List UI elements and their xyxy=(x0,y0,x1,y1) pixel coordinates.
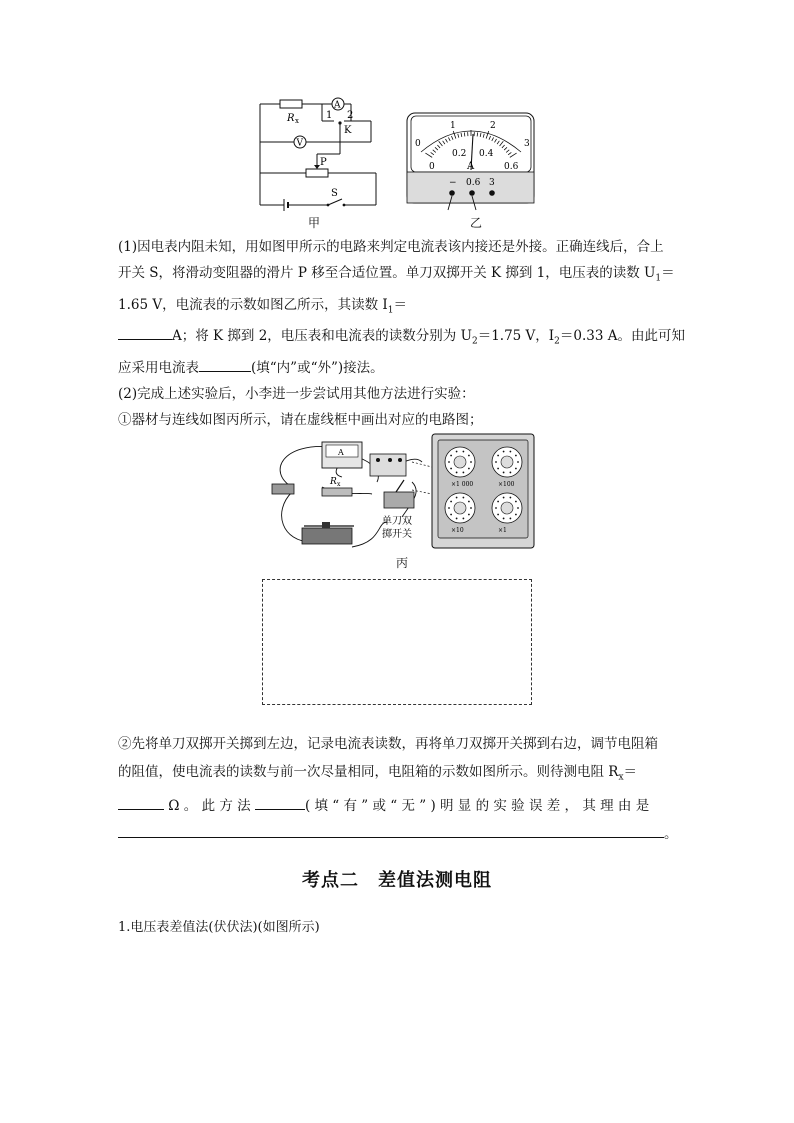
circuit-drawing-box[interactable] xyxy=(262,579,532,705)
q2-line-4 xyxy=(118,758,678,792)
dial-mark xyxy=(503,451,505,453)
q1-l3-sub: 1 xyxy=(387,305,394,316)
answer-blank-i1[interactable] xyxy=(118,325,172,340)
scale-top-2: 2 xyxy=(490,121,496,131)
terminal-06 xyxy=(469,190,475,196)
dial-mark xyxy=(495,507,497,509)
answer-blank-error[interactable] xyxy=(255,795,305,810)
dial-mark xyxy=(462,518,464,520)
item-1-heading: 1.电压表差值法(伏伏法)(如图所示) xyxy=(118,920,320,935)
q2-line-5 xyxy=(118,792,678,820)
q1-l4-c: ＝0.33 A。由此可知 xyxy=(559,328,685,345)
q2-line-1: (2)完成上述实验后，小李进一步尝试用其他方法进行实验： xyxy=(118,386,475,403)
q2-l6-end: 。 xyxy=(664,825,678,842)
q1-l2-sub: 1 xyxy=(655,273,662,284)
q2-l4-end: ＝ xyxy=(623,764,638,780)
contact-1-label: 1 xyxy=(326,110,333,121)
figure-bing-apparatus xyxy=(262,432,538,560)
rx-subscript-bing: x xyxy=(337,481,341,488)
scale-bottom-0: 0 xyxy=(429,162,435,172)
dial-mark xyxy=(509,472,511,474)
q2-l5-a: Ω 。 此 方 法 xyxy=(168,797,251,814)
terminal-06-label: 0.6 xyxy=(466,178,481,188)
q2-line-6 xyxy=(118,820,678,848)
dial-mark xyxy=(470,507,472,509)
dial-mark xyxy=(503,518,505,520)
slider-p-label: P xyxy=(320,157,327,168)
dial-mark xyxy=(509,518,511,520)
q1-line-4 xyxy=(118,323,685,355)
spdt-label-1: 单刀双 xyxy=(382,516,412,527)
resistor-rx xyxy=(322,488,352,496)
dial-mark xyxy=(456,518,458,520)
scale-bottom-3: 0.6 xyxy=(504,162,519,172)
dial-mark xyxy=(462,472,464,474)
dial-mark xyxy=(456,497,458,499)
q2-l4-sub: x xyxy=(618,772,624,783)
q1-line-3 xyxy=(118,292,678,324)
terminal-minus-label: − xyxy=(449,178,457,188)
scale-top-1: 1 xyxy=(450,121,456,131)
dial-mark xyxy=(470,461,472,463)
dial-mark xyxy=(468,455,470,457)
q1-line-5 xyxy=(118,355,678,381)
spdt-label-2: 掷开关 xyxy=(382,529,412,540)
dial-multiplier-label: ×1 000 xyxy=(451,481,474,488)
q1-line-2 xyxy=(118,260,678,292)
dial-multiplier-label: ×1 xyxy=(498,527,507,534)
q1-l4-b: ＝1.75 V，I xyxy=(477,328,555,345)
q1-l2-end: ＝ xyxy=(661,265,675,281)
question-2-part-2 xyxy=(118,730,678,848)
dial-mark xyxy=(515,501,517,503)
scale-top-0: 0 xyxy=(415,139,421,149)
q1-l4-sub2: 2 xyxy=(554,337,560,348)
svg-text:A: A xyxy=(338,448,344,457)
q2-l4-a: 的阻值，使电流表的读数与前一次尽量相同，电阻箱的示数如图所示。则待测电阻 R xyxy=(118,764,619,780)
dial-mark xyxy=(456,451,458,453)
q1-l4-sub1: 2 xyxy=(471,337,478,348)
dial-mark xyxy=(448,507,450,509)
scale-tick xyxy=(464,132,465,136)
battery-box xyxy=(370,454,406,476)
dial-mark xyxy=(517,507,519,509)
dial-mark xyxy=(462,497,464,499)
dial-mark xyxy=(509,497,511,499)
scale-bottom-2: 0.4 xyxy=(479,149,494,159)
switch-s-label: S xyxy=(331,188,338,199)
dial-mark xyxy=(515,514,517,516)
figure-yi-ammeter xyxy=(406,112,536,218)
question-1 xyxy=(118,234,685,433)
unit-label: A xyxy=(467,161,475,172)
dial-mark xyxy=(497,455,499,457)
scale-bottom-1: 0.2 xyxy=(452,149,467,159)
dial-knob xyxy=(501,456,513,468)
rheostat xyxy=(302,528,352,544)
dial-mark xyxy=(515,468,517,470)
dial-mark xyxy=(497,514,499,516)
answer-blank-connection[interactable] xyxy=(199,357,251,372)
spdt-switch xyxy=(384,492,414,508)
scale-top-3: 3 xyxy=(524,139,530,149)
dial-mark xyxy=(450,501,452,503)
dial-knob xyxy=(454,502,466,514)
dial-multiplier-label: ×100 xyxy=(498,481,515,488)
dial-multiplier-label: ×10 xyxy=(451,527,464,534)
q2-l5-b: ( 填 “ 有 ” 或 “ 无 ” ) 明 显 的 实 验 误 差 ， 其 理 由 是 xyxy=(304,797,650,814)
q2-line-3: ②先将单刀双掷开关掷到左边，记录电流表读数，再将单刀双掷开关掷到右边，调节电阻箱 xyxy=(118,736,658,752)
dial-mark xyxy=(448,461,450,463)
q1-l3-text: 1.65 V，电流表的示数如图乙所示，其读数 I xyxy=(118,296,388,313)
section-title: 考点二 差值法测电阻 xyxy=(302,870,492,891)
dial-mark xyxy=(497,501,499,503)
ammeter-symbol-label: A xyxy=(334,100,341,111)
dial-mark xyxy=(462,451,464,453)
dial-mark xyxy=(503,497,505,499)
q1-line-1: (1)因电表内阻未知，用如图甲所示的电路来判定电流表该内接还是外接。正确连线后，合上 xyxy=(118,239,664,255)
q1-l5-b: (填“内”或“外”)接法。 xyxy=(251,360,384,377)
dial-mark xyxy=(450,514,452,516)
q1-l3-end: ＝ xyxy=(393,296,407,313)
dial-mark xyxy=(503,472,505,474)
rx-label-bing: R xyxy=(330,477,337,487)
answer-blank-reason[interactable] xyxy=(118,823,664,838)
dial-mark xyxy=(497,468,499,470)
figure-bing-caption: 丙 xyxy=(396,556,409,570)
rx-label: R xyxy=(287,113,295,124)
dial-mark xyxy=(450,468,452,470)
terminal-3-label: 3 xyxy=(489,178,495,188)
scale-tick xyxy=(477,132,478,136)
q1-l2-text: 开关 S，将滑动变阻器的滑片 P 移至合适位置。单刀双掷开关 K 掷到 1，电压表的读数 U xyxy=(118,265,656,281)
rx-subscript: x xyxy=(295,117,299,125)
dial-mark xyxy=(515,455,517,457)
figure-jia-circuit xyxy=(254,95,384,230)
dial-mark xyxy=(468,501,470,503)
q2-line-2: ①器材与连线如图丙所示，请在虚线框中画出对应的电路图； xyxy=(118,412,483,429)
dial-mark xyxy=(468,468,470,470)
dial-mark xyxy=(468,514,470,516)
dial-mark xyxy=(495,461,497,463)
figure-jia-caption: 甲 xyxy=(308,216,321,230)
dial-mark xyxy=(456,472,458,474)
dial-mark xyxy=(509,451,511,453)
dial-knob xyxy=(454,456,466,468)
contact-2-label: 2 xyxy=(347,110,354,121)
switch-k-label: K xyxy=(344,125,352,136)
q1-l5-a: 应采用电流表 xyxy=(118,360,199,377)
dial-mark xyxy=(450,455,452,457)
terminal-3 xyxy=(489,190,495,196)
figure-yi-caption: 乙 xyxy=(470,216,483,230)
dial-knob xyxy=(501,502,513,514)
q1-l4-a: A；将 K 掷到 2，电压表和电流表的读数分别为 U xyxy=(172,328,472,345)
switch-small xyxy=(272,484,294,494)
voltmeter-symbol-label: V xyxy=(296,138,303,149)
terminal-minus xyxy=(449,190,455,196)
dial-mark xyxy=(517,461,519,463)
answer-blank-rx[interactable] xyxy=(118,795,164,810)
